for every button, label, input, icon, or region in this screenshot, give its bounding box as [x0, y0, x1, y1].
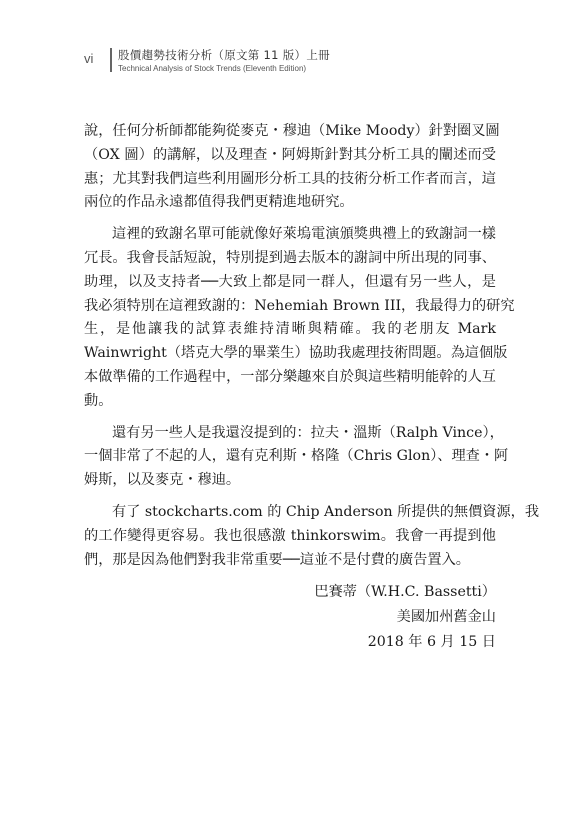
author-name: 巴賽蒂（W.H.C. Bassetti） — [314, 584, 496, 600]
text-line: （OX 圖）的講解，以及理查・阿姆斯針對其分析工具的闡述而受 — [84, 146, 496, 163]
paragraph-4 — [84, 501, 540, 572]
text-line: 動。 — [84, 392, 113, 409]
header-divider — [110, 48, 112, 72]
text-line: 惠；尤其對我們這些利用圖形分析工具的技術分析工作者而言，這 — [84, 170, 496, 187]
text-line: 助理，以及支持者──大致上都是同一群人，但還有另一些人，是 — [84, 273, 496, 290]
text-line: 說，任何分析師都能夠從麥克・穆迪（Mike Moody）針對圈叉圖 — [84, 123, 500, 139]
text-line: 生，是他讓我的試算表維持清晰與精確。我的老朋友 Mark — [84, 321, 496, 338]
text-line: 冗長。我會長話短說，特別提到過去版本的謝詞中所出現的同事、 — [84, 249, 496, 266]
text-line: 兩位的作品永遠都值得我們更精進地研究。 — [84, 194, 354, 211]
text-line: 我必須特別在這裡致謝的：Nehemiah Brown III，我最得力的研究 — [84, 297, 515, 314]
text-line: 姆斯，以及麥克・穆迪。 — [84, 472, 241, 489]
page-header — [0, 0, 573, 90]
text-line: 們，那是因為他們對我非常重要──這並不是付費的廣告置入。 — [84, 551, 470, 568]
text-line: 一個非常了不起的人，還有克利斯・格隆（Chris Glon）、理查・阿 — [84, 448, 509, 465]
text-line: 這裡的致謝名單可能就像好萊塢電演頒獎典禮上的致謝詞一樣 — [112, 226, 496, 243]
text-line: 有了 stockcharts.com 的 Chip Anderson 所提供的無價資源，我 — [112, 503, 540, 520]
text-line: 本做準備的工作過程中，一部分樂趣來自於與這些精明能幹的人互 — [84, 368, 496, 385]
text-line: 還有另一些人是我還沒提到的：拉夫・溫斯（Ralph Vince）， — [112, 424, 504, 441]
paragraph-1 — [84, 120, 500, 215]
paragraph-2 — [84, 223, 515, 413]
book-title: 股價趨勢技術分析（原文第 11 版）上冊 — [118, 48, 330, 62]
text-line: 的工作變得更容易。我也很感激 thinkorswim。我會一再提到他 — [84, 527, 496, 544]
signature-block — [314, 580, 496, 655]
body-text — [84, 120, 540, 580]
page-number: vi — [84, 51, 94, 66]
signature-date: 2018 年 6 月 15 日 — [367, 634, 496, 650]
author-location: 美國加州舊金山 — [396, 609, 496, 625]
text-line: Wainwright（塔克大學的畢業生）協助我處理技術問題。為這個版 — [84, 345, 508, 362]
paragraph-3 — [84, 422, 509, 493]
book-subtitle: Technical Analysis of Stock Trends (Eleventh Edition) — [118, 64, 307, 73]
